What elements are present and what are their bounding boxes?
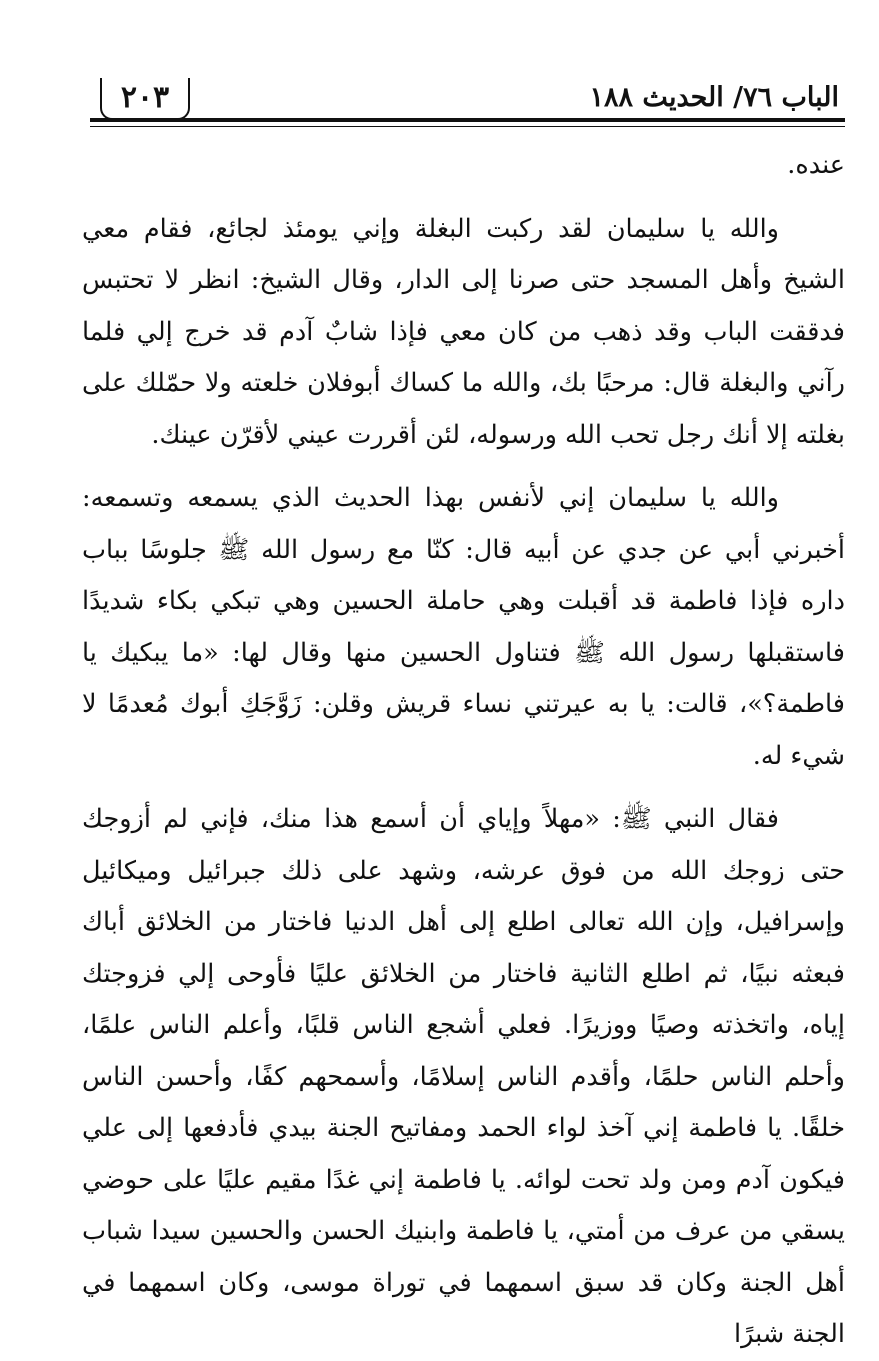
paragraph: والله يا سليمان إني لأنفس بهذا الحديث الذي يسمعه وتسمعه: أخبرني أبي عن جدي عن أبيه قال: كنّا مع رسول الله ﷺ جلوسًا بباب داره فإذا فاطمة قد أقبلت وهي حاملة الحسين وهي تبكي بكاء شديدًا فاستقبلها رسول الله ﷺ فتناول الحسين منها وقال لها: «ما يبكيك يا فاطمة؟»، قالت: يا به عيرتني نساء قريش وقلن: زَوَّجَكِ أبوك مُعدمًا لا شيء له. — [82, 483, 845, 771]
running-title: الباب ٧٦/ الحديث ١٨٨ — [589, 82, 839, 113]
page-number: ٢٠٣ — [100, 78, 190, 120]
paragraph: فقال النبي ﷺ: «مهلاً وإياي أن أسمع هذا منك، فإني لم أزوجك حتى زوجك الله من فوق عرشه، وشهد على ذلك جبرائيل وميكائيل وإسرافيل، وإن الله تعالى اطلع إلى أهل الدنيا فاختار من الخلائق أباك فبعثه نبيًا، ثم اطلع الثانية فاختار من الخلائق عليًا فأوحى إلي فزوجتك إياه، واتخذته وصيًا ووزيرًا. فعلي أشجع الناس قلبًا، وأعلم الناس علمًا، وأحلم الناس حلمًا، وأقدم الناس إسلامًا، وأسمحهم كفًا، وأحسن الناس خلقًا. يا فاطمة إني آخذ لواء الحمد ومفاتيح الجنة بيدي فأدفعها إلى علي فيكون آدم ومن ولد تحت لوائه. يا فاطمة إني غدًا مقيم عليًا على حوضي يسقي من عرف من أمتي، يا فاطمة وابنيك الحسن والحسين سيدا شباب أهل الجنة وكان قد سبق اسمهما في توراة موسى، وكان اسمهما في الجنة شبرًا — [82, 804, 846, 1349]
page-header — [90, 70, 845, 130]
header-rule-thick — [90, 118, 845, 122]
page-body — [82, 140, 845, 1361]
header-rule-thin — [90, 126, 845, 127]
paragraph: والله يا سليمان لقد ركبت البغلة وإني يومئذ لجائع، فقام معي الشيخ وأهل المسجد حتى صرنا إلى الدار، وقال الشيخ: انظر لا تحتبس فدققت الباب وقد ذهب من كان معي فإذا شابٌ آدم قد خرج إلي فلما رآني والبغلة قال: مرحبًا بك، والله ما كساك أبوفلان خلعته ولا حمّلك على بغلته إلا أنك رجل تحب الله ورسوله، لئن أقررت عيني لأقرّن عينك. — [82, 213, 845, 450]
paragraph-continuation: عنده. — [787, 150, 845, 180]
